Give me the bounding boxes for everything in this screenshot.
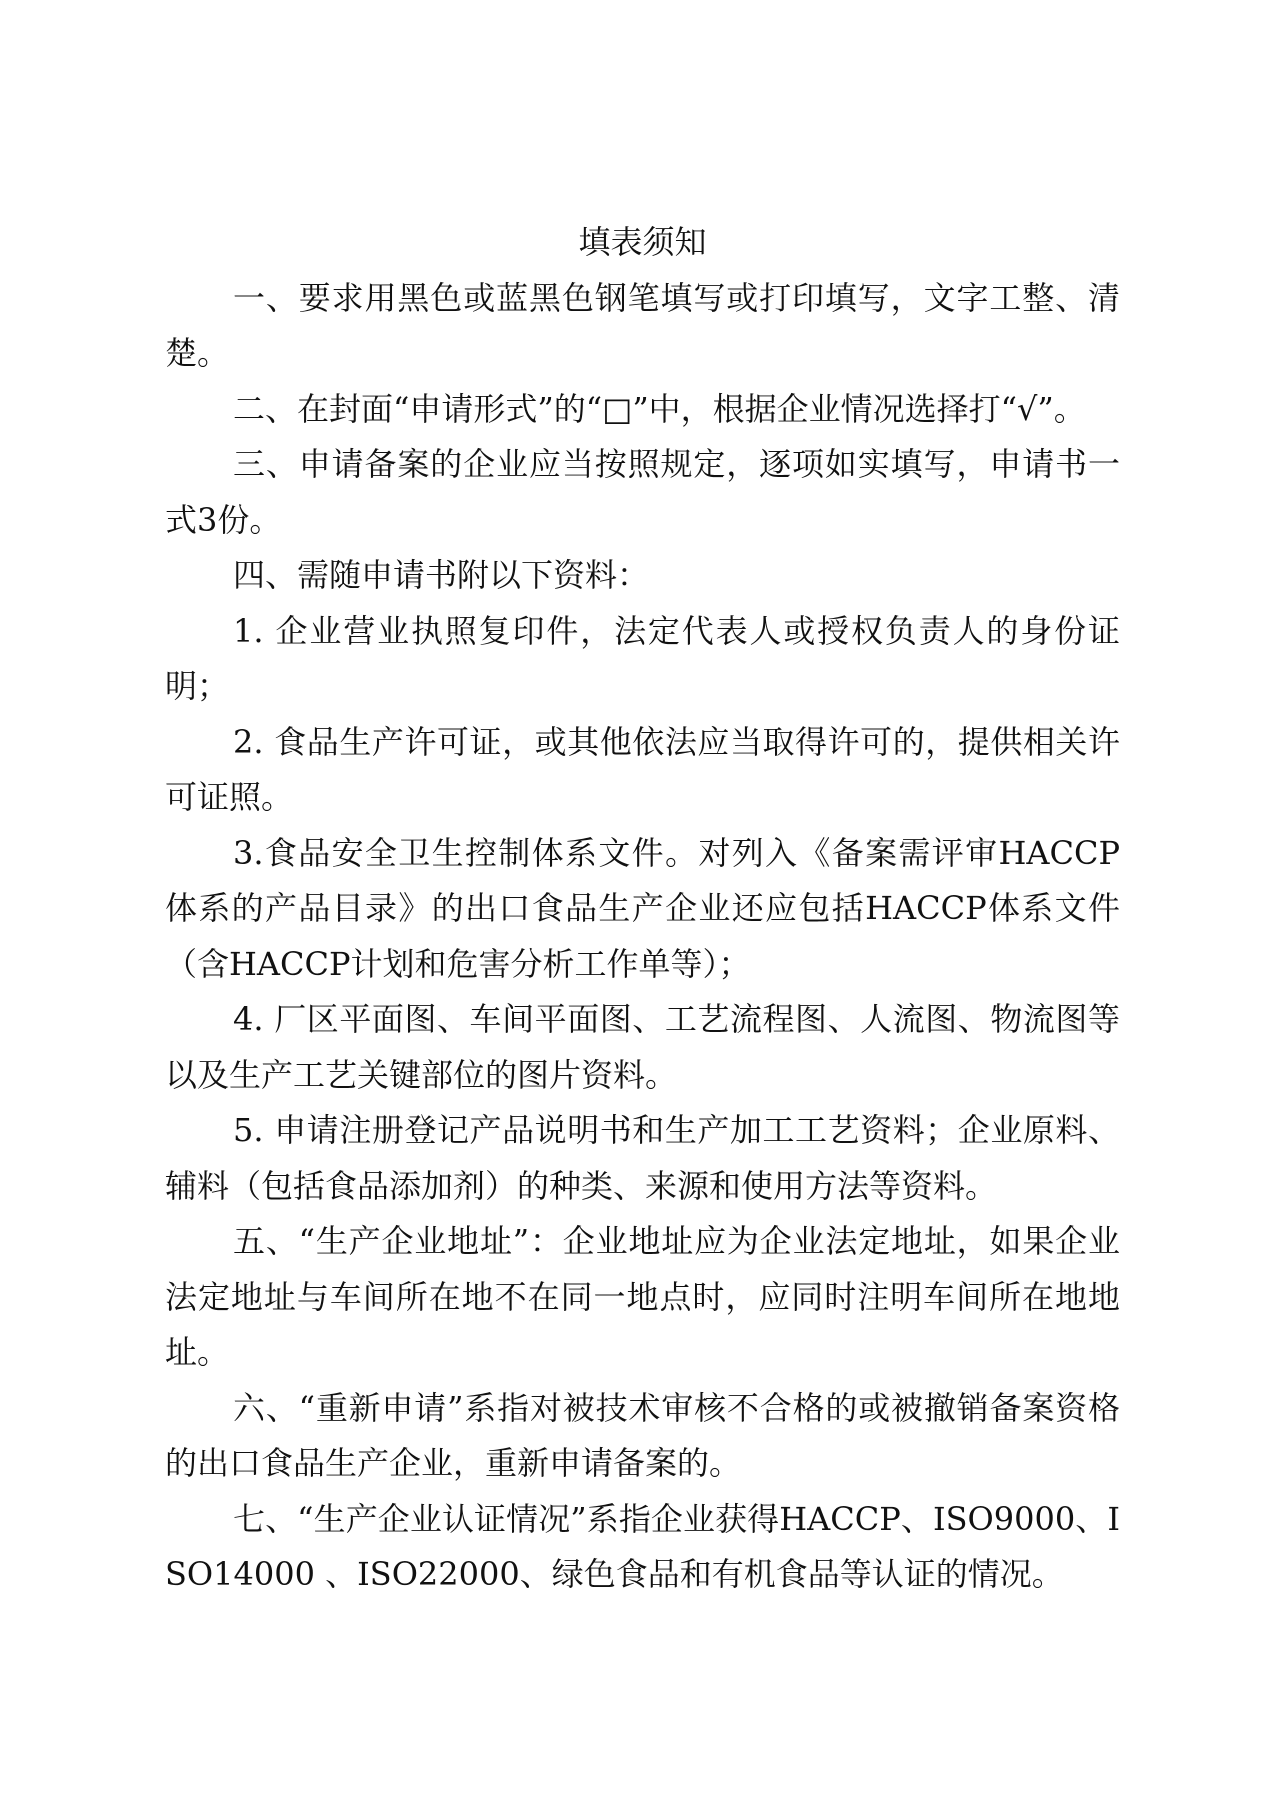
- instruction-item-5: 五、“生产企业地址”：企业地址应为企业法定地址，如果企业法定地址与车间所在地不在同一地点时，应同时注明车间所在地地址。: [165, 1222, 1120, 1371]
- document-title: 填表须知: [578, 223, 707, 261]
- attachment-item-2: 2. 食品生产许可证，或其他依法应当取得许可的，提供相关许可证照。: [165, 722, 1120, 816]
- attachment-item-4: 4. 厂区平面图、车间平面图、工艺流程图、人流图、物流图等以及生产工艺关键部位的图片资料。: [165, 1000, 1120, 1094]
- instruction-item-3: 三、申请备案的企业应当按照规定，逐项如实填写，申请书一式3份。: [165, 445, 1120, 539]
- attachment-item-3: 3.食品安全卫生控制体系文件。对列入《备案需评审HACCP体系的产品目录》的出口食品生产企业还应包括HACCP体系文件（含HACCP计划和危害分析工作单等）；: [165, 833, 1120, 983]
- instruction-item-4: 四、需随申请书附以下资料：: [233, 556, 650, 594]
- instruction-item-6: 六、“重新申请”系指对被技术审核不合格的或被撤销备案资格的出口食品生产企业，重新申请备案的。: [165, 1388, 1120, 1482]
- attachment-item-5: 5. 申请注册登记产品说明书和生产加工工艺资料；企业原料、辅料（包括食品添加剂）的种类、来源和使用方法等资料。: [165, 1111, 1120, 1205]
- instruction-item-7: 七、“生产企业认证情况”系指企业获得HACCP、ISO9000、ISO14000 、ISO22000、绿色食品和有机食品等认证的情况。: [165, 1499, 1120, 1593]
- document-body: [165, 215, 1120, 1603]
- instruction-item-1: 一、要求用黑色或蓝黑色钢笔填写或打印填写，文字工整、清楚。: [165, 278, 1120, 372]
- attachment-item-1: 1. 企业营业执照复印件，法定代表人或授权负责人的身份证明；: [165, 611, 1120, 705]
- instruction-item-2: 二、在封面“申请形式”的“□”中，根据企业情况选择打“√”。: [233, 389, 1086, 428]
